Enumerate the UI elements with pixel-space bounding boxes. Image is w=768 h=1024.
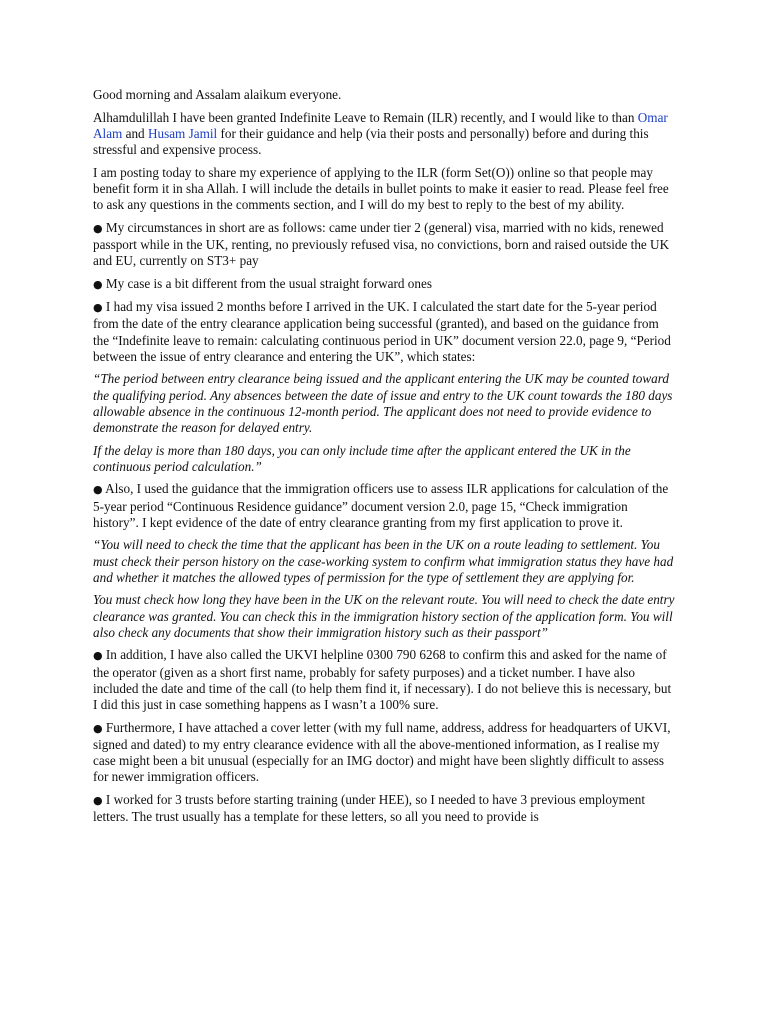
quote-delay	[93, 443, 675, 475]
bullet-item-visa-issued	[93, 299, 675, 365]
bullet-text: I had my visa issued 2 months before I arrived in the UK. I calculated the start date for the 5-year period from the date of the entry clearance application being successful (granted), and based on the guidance from the “Indefinite leave to remain: calculating continuous period in UK” document version 22.0, page 9, “Period between the issue of entry clearance and entering the UK”, which states:	[93, 299, 671, 364]
thanks-paragraph	[93, 110, 675, 159]
bullet-icon: ●	[93, 221, 103, 235]
bullet-item-guidance	[93, 481, 675, 531]
bullet-text: I worked for 3 trusts before starting training (under HEE), so I needed to have 3 previous employment letters. The trust usually has a template for these letters, so all you need to provide is	[93, 791, 645, 824]
quote-text: If the delay is more than 180 days, you can only include time after the applicant entered the UK in the continuous period calculation.”	[93, 442, 631, 474]
quote-entry-clearance	[93, 371, 675, 436]
omar-alam-link[interactable]: Omar Alam	[93, 109, 668, 141]
bullet-text: My case is a bit different from the usual straight forward ones	[102, 275, 432, 291]
bullet-item-cover-letter	[93, 720, 675, 786]
quote-text: “The period between entry clearance being issued and the applicant entering the UK may be counted toward the qualifying period. Any absences between the date of issue and entry to the UK count towards the 180 days allowable absence in the continuous 12-month period. The applicant does not need to provide evidence to demonstrate the reason for delayed entry.	[93, 371, 673, 435]
bullet-text: My circumstances in short are as follows: came under tier 2 (general) visa, married with no kids, renewed passport while in the UK, renting, no previously refused visa, no convictions, born and raised outside the UK and EU, currently on ST3+ pay	[93, 219, 670, 268]
greeting-paragraph	[93, 87, 675, 103]
bullet-icon: ●	[93, 649, 103, 663]
bullet-icon: ●	[93, 793, 103, 807]
bullet-item-trusts	[93, 792, 675, 825]
quote-text: “You will need to check the time that the applicant has been in the UK on a route leading to settlement. You must check their person history on the case-working system to confirm what immigration status they have had and whether it matches the allowed types of permission for the type of settlement they are applying for.	[93, 537, 674, 585]
bullet-icon: ●	[93, 277, 103, 291]
husam-jamil-link[interactable]: Husam Jamil	[147, 125, 218, 141]
quote-check-route	[93, 592, 675, 641]
bullet-icon: ●	[93, 721, 103, 735]
bullet-icon: ●	[93, 483, 103, 497]
bullet-text: In addition, I have also called the UKVI helpline 0300 790 6268 to confirm this and asked for the name of the operator (given as a short first name, probably for safety purposes) and a ticket number. I have also included the date and time of the call (to help them find it, if necessary). I do not believe this is necessary, but I did this just in case something happens as I wasn’t a 100% sure.	[93, 647, 672, 712]
thanks-text-and: and	[122, 125, 148, 141]
thanks-text-start: Alhamdulillah I have been granted Indefinite Leave to Remain (ILR) recently, and I would like to than	[93, 109, 638, 125]
bullet-item-helpline	[93, 647, 675, 713]
intro-text: I am posting today to share my experience of applying to the ILR (form Set(O)) online so that people may benefit form it in sha Allah. I will include the details in bullet points to make it easier to read. Please feel free to ask any questions in the comments section, and I will do my best to reply to the best of my ability.	[93, 164, 669, 212]
bullet-item-different-case	[93, 276, 675, 293]
bullet-item-circumstances	[93, 220, 675, 270]
bullet-text: Furthermore, I have attached a cover letter (with my full name, address, address for headquarters of UKVI, signed and dated) to my entry clearance evidence with all the above-mentioned information, as I realise my case might been a bit unusual (especially for an IMG doctor) and might have been slightly difficult to assess for newer immigration officers.	[93, 719, 671, 785]
intro-paragraph	[93, 165, 675, 214]
quote-check-time	[93, 537, 675, 586]
bullet-icon: ●	[93, 301, 103, 315]
thanks-text-end: for their guidance and help (via their posts and personally) before and during this stressful and expensive process.	[93, 125, 649, 157]
document-body	[93, 87, 675, 832]
quote-text: You must check how long they have been in the UK on the relevant route. You will need to check the date entry clearance was granted. You can check this in the immigration history section of the application form. You will also check any documents that show their immigration history such as their passport”	[93, 592, 675, 640]
greeting-text: Good morning and Assalam alaikum everyone.	[93, 87, 342, 102]
bullet-text: Also, I used the guidance that the immigration officers use to assess ILR applications for calculation of the 5-year period “Continuous Residence guidance” document version 2.0, page 15, “Check immigration history”. I kept evidence of the date of entry clearance granting from my first application to prove it.	[93, 481, 669, 530]
